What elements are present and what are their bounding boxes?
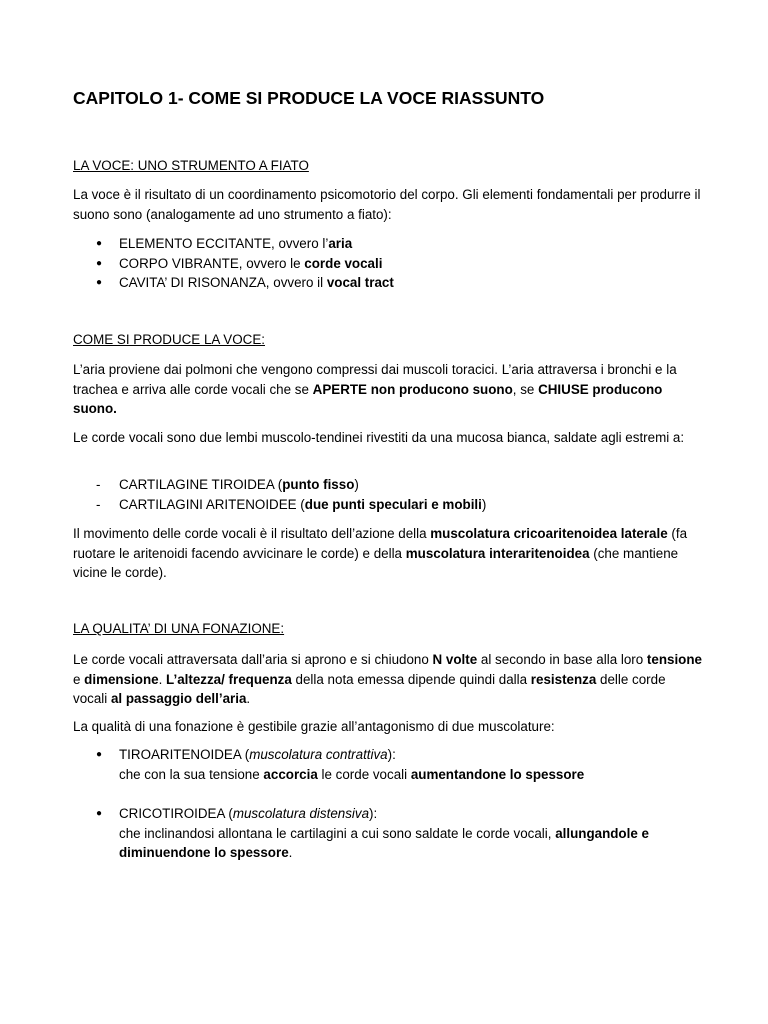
list-item: ● CORPO VIBRANTE, ovvero le corde vocali [0,254,768,274]
bullet-list [0,804,768,863]
bullet-icon: ● [96,238,103,249]
paragraph: La qualità di una fonazione è gestibile grazie all’antagonismo di due muscolature: [73,719,555,734]
list-item: - CARTILAGINI ARITENOIDEE (due punti speculari e mobili) [0,495,768,515]
paragraph: L’aria proviene dai polmoni che vengono compressi dai muscoli toracici. L’aria attraversa i bronchi e la trachea e arriva alle corde vocali che se APERTE non producono suono, se CHIUSE producono suono. [73,362,677,416]
section-heading-produzione: COME SI PRODUCE LA VOCE: [73,332,265,347]
section-heading-voce: LA VOCE: UNO STRUMENTO A FIATO [73,158,309,173]
dash-icon: - [96,496,101,512]
list-item: ● CAVITA’ DI RISONANZA, ovvero il vocal tract [0,273,768,293]
list-item: ● ELEMENTO ECCITANTE, ovvero l’aria [0,234,768,254]
paragraph: Le corde vocali attraversata dall’aria si aprono e si chiudono N volte al secondo in base alla loro tensione e dimensione. L’altezza/ frequenza della nota emessa dipende quindi dalla resistenza delle corde vocali al passaggio dell’aria. [73,652,702,706]
bullet-icon: ● [96,808,103,819]
bullet-icon: ● [96,257,103,269]
bullet-list [0,745,768,784]
bullet-icon: ● [96,749,103,760]
paragraph: Il movimento delle corde vocali è il risultato dell’azione della muscolatura cricoaritenoidea laterale (fa ruotare le aritenoidi facendo avvicinare le corde) e della muscolatura interaritenoidea (che mantiene vicine le corde). [73,526,688,580]
list-item: - CARTILAGINE TIROIDEA (punto fisso) [0,475,768,495]
paragraph: La voce è il risultato di un coordinamento psicomotorio del corpo. Gli elementi fondamentali per produrre il suono sono (analogamente ad uno strumento a fiato): [73,187,701,222]
list-item: ● CRICOTIROIDEA (muscolatura distensiva): che inclinandosi allontana le cartilagini a cui sono saldate le corde vocali, allungandole e diminuendone lo spessore. [96,806,649,860]
dash-icon: - [96,477,101,492]
list-item: ● TIROARITENOIDEA (muscolatura contrattiva): che con la sua tensione accorcia le corde vocali aumentandone lo spessore [96,747,585,782]
bullet-list [0,234,768,293]
dash-list [0,475,768,514]
page-title: CAPITOLO 1- COME SI PRODUCE LA VOCE RIASSUNTO [73,88,545,108]
paragraph: Le corde vocali sono due lembi muscolo-tendinei rivestiti da una mucosa bianca, saldate agli estremi a: [73,430,685,445]
section-heading-qualita: LA QUALITA’ DI UNA FONAZIONE: [73,621,285,636]
bullet-icon: ● [96,277,103,288]
